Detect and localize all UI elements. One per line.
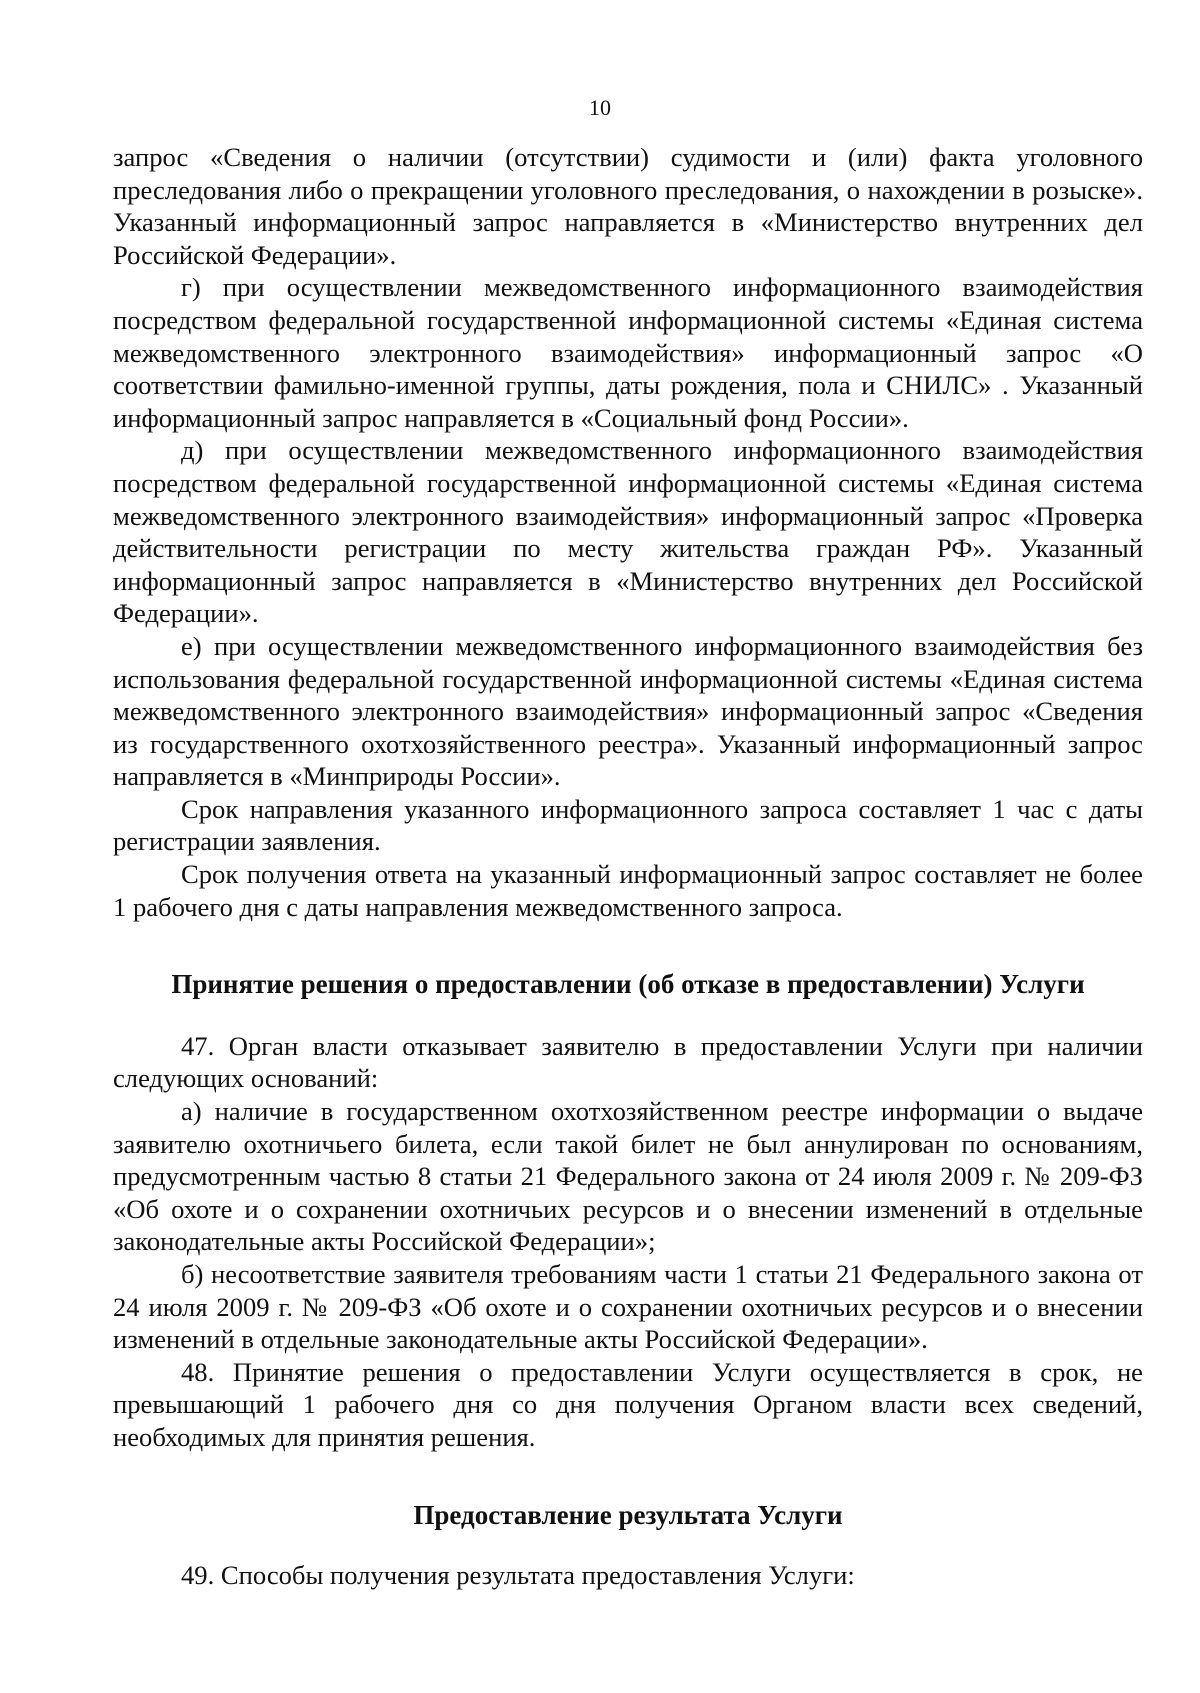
paragraph-48: 48. Принятие решения о предоставлении Услуги осуществляется в срок, не превышающий 1 рабочего дня со дня получения Органом власти всех сведений, необходимых для принятия решения.: [113, 1356, 1143, 1452]
paragraph-item-d: д) при осуществлении межведомственного информационного взаимодействия посредством федеральной государственной информационной системы «Единая система межведомственного электронного взаимодействия» информационный запрос «Проверка действительности регистрации по месту жительства граждан РФ». Указанный информационный запрос направляется в «Министерство внутренних дел Российской Федерации».: [113, 435, 1143, 629]
paragraph-item-e: е) при осуществлении межведомственного информационного взаимодействия без использования федеральной государственной информационной системы «Единая система межведомственного электронного взаимодействия» информационный запрос «Сведения из государственного охотхозяйственного реестра». Указанный информационный запрос направляется в «Минприроды России».: [113, 630, 1143, 792]
paragraph-47: 47. Орган власти отказывает заявителю в предоставлении Услуги при наличии следующих оснований:: [113, 1030, 1143, 1094]
paragraph-47-b: б) несоответствие заявителя требованиям части 1 статьи 21 Федерального закона от 24 июля 2009 г. № 209-ФЗ «Об охоте и о сохранении охотничьих ресурсов и о внесении изменений в отдельные законодательные акты Российской Федерации».: [113, 1259, 1143, 1355]
page-number: 10: [589, 95, 611, 120]
paragraph-47-a: а) наличие в государственном охотхозяйственном реестре информации о выдаче заявителю охотничьего билета, если такой билет не был аннулирован по основаниям, предусмотренным частью 8 статьи 21 Федерального закона от 24 июля 2009 г. № 209-ФЗ «Об охоте и о сохранении охотничьих ресурсов и о внесении изменений в отдельные законодательные акты Российской Федерации»;: [113, 1096, 1143, 1257]
paragraph-item-g: г) при осуществлении межведомственного информационного взаимодействия посредством федеральной государственной информационной системы «Единая система межведомственного электронного взаимодействия» информационный запрос «О соответствии фамильно-именной группы, даты рождения, пола и СНИЛС» . Указанный информационный запрос направляется в «Социальный фонд России».: [113, 272, 1143, 433]
section-heading-decision: Принятие решения о предоставлении (об отказе в предоставлении) Услуги: [171, 969, 1085, 1000]
paragraph-continuation: запрос «Сведения о наличии (отсутствии) судимости и (или) факта уголовного преследования либо о прекращении уголовного преследования, о нахождении в розыске». Указанный информационный запрос направляется в «Министерство внутренних дел Российской Федерации».: [113, 142, 1143, 270]
paragraph-response-deadline: Срок получения ответа на указанный информационный запрос составляет не более 1 рабочего дня с даты направления межведомственного запроса.: [113, 859, 1143, 922]
paragraph-request-deadline: Срок направления указанного информационного запроса составляет 1 час с даты регистрации заявления.: [113, 793, 1143, 857]
document-body: [113, 141, 1143, 1592]
paragraph-49: 49. Способы получения результата предоставления Услуги:: [181, 1560, 855, 1591]
section-heading-result: Предоставление результата Услуги: [413, 1499, 843, 1530]
